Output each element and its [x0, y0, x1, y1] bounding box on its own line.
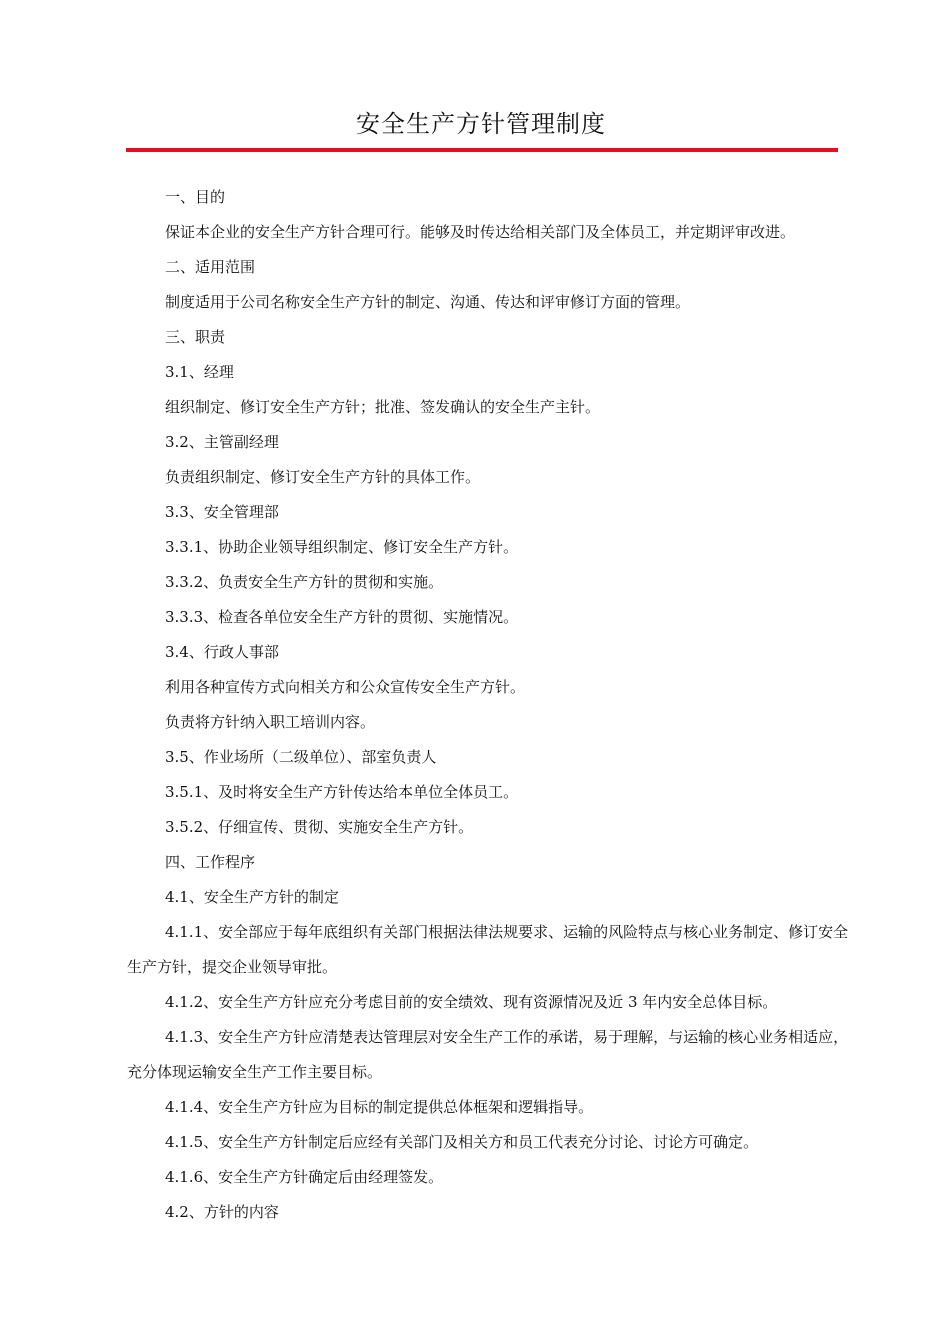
- document-title: 安全生产方针管理制度: [356, 110, 606, 138]
- paragraph: 负责将方针纳入职工培训内容。: [165, 713, 376, 731]
- section-heading: 三、职责: [165, 328, 226, 346]
- paragraph: 3.3.3、检查各单位安全生产方针的贯彻、实施情况。: [165, 608, 519, 626]
- paragraph: 3.3.1、协助企业领导组织制定、修订安全生产方针。: [165, 538, 519, 556]
- subsection-heading: 3.4、行政人事部: [165, 643, 279, 661]
- subsection-heading: 3.1、经理: [165, 363, 234, 381]
- paragraph: 制度适用于公司名称安全生产方针的制定、沟通、传达和评审修订方面的管理。: [165, 293, 691, 311]
- section-heading: 二、适用范围: [165, 258, 256, 276]
- paragraph: 4.1.4、安全生产方针应为目标的制定提供总体框架和逻辑指导。: [165, 1098, 594, 1116]
- subsection-heading: 4.1、安全生产方针的制定: [165, 888, 339, 906]
- document-body: [127, 180, 860, 1230]
- paragraph: 3.3.2、负责安全生产方针的贯彻和实施。: [165, 573, 444, 591]
- paragraph: 4.1.1、安全部应于每年底组织有关部门根据法律法规要求、运输的风险特点与核心业务制定、修订安全生产方针，提交企业领导审批。: [127, 923, 849, 976]
- paragraph: 3.5.1、及时将安全生产方针传达给本单位全体员工。: [165, 783, 519, 801]
- paragraph: 4.1.5、安全生产方针制定后应经有关部门及相关方和员工代表充分讨论、讨论方可确定。: [165, 1133, 759, 1151]
- subsection-heading: 3.3、安全管理部: [165, 503, 279, 521]
- paragraph: 4.1.2、安全生产方针应充分考虑目前的安全绩效、现有资源情况及近 3 年内安全总体目标。: [165, 993, 778, 1011]
- paragraph: 利用各种宣传方式向相关方和公众宣传安全生产方针。: [165, 678, 526, 696]
- section-heading: 四、工作程序: [165, 853, 256, 871]
- paragraph: 4.1.3、安全生产方针应清楚表达管理层对安全生产工作的承诺，易于理解，与运输的核心业务相适应，充分体现运输安全生产工作主要目标。: [127, 1028, 849, 1081]
- section-heading: 一、目的: [165, 188, 226, 206]
- subsection-heading: 3.5、作业场所（二级单位）、部室负责人: [165, 748, 437, 766]
- title-underline: [126, 148, 838, 152]
- subsection-heading: 4.2、方针的内容: [165, 1203, 279, 1221]
- paragraph: 负责组织制定、修订安全生产方针的具体工作。: [165, 468, 481, 486]
- paragraph: 组织制定、修订安全生产方针；批准、签发确认的安全生产主针。: [165, 398, 601, 416]
- paragraph: 3.5.2、仔细宣传、贯彻、实施安全生产方针。: [165, 818, 474, 836]
- paragraph: 4.1.6、安全生产方针确定后由经理签发。: [165, 1168, 444, 1186]
- subsection-heading: 3.2、主管副经理: [165, 433, 279, 451]
- paragraph: 保证本企业的安全生产方针合理可行。能够及时传达给相关部门及全体员工，并定期评审改进。: [165, 223, 796, 241]
